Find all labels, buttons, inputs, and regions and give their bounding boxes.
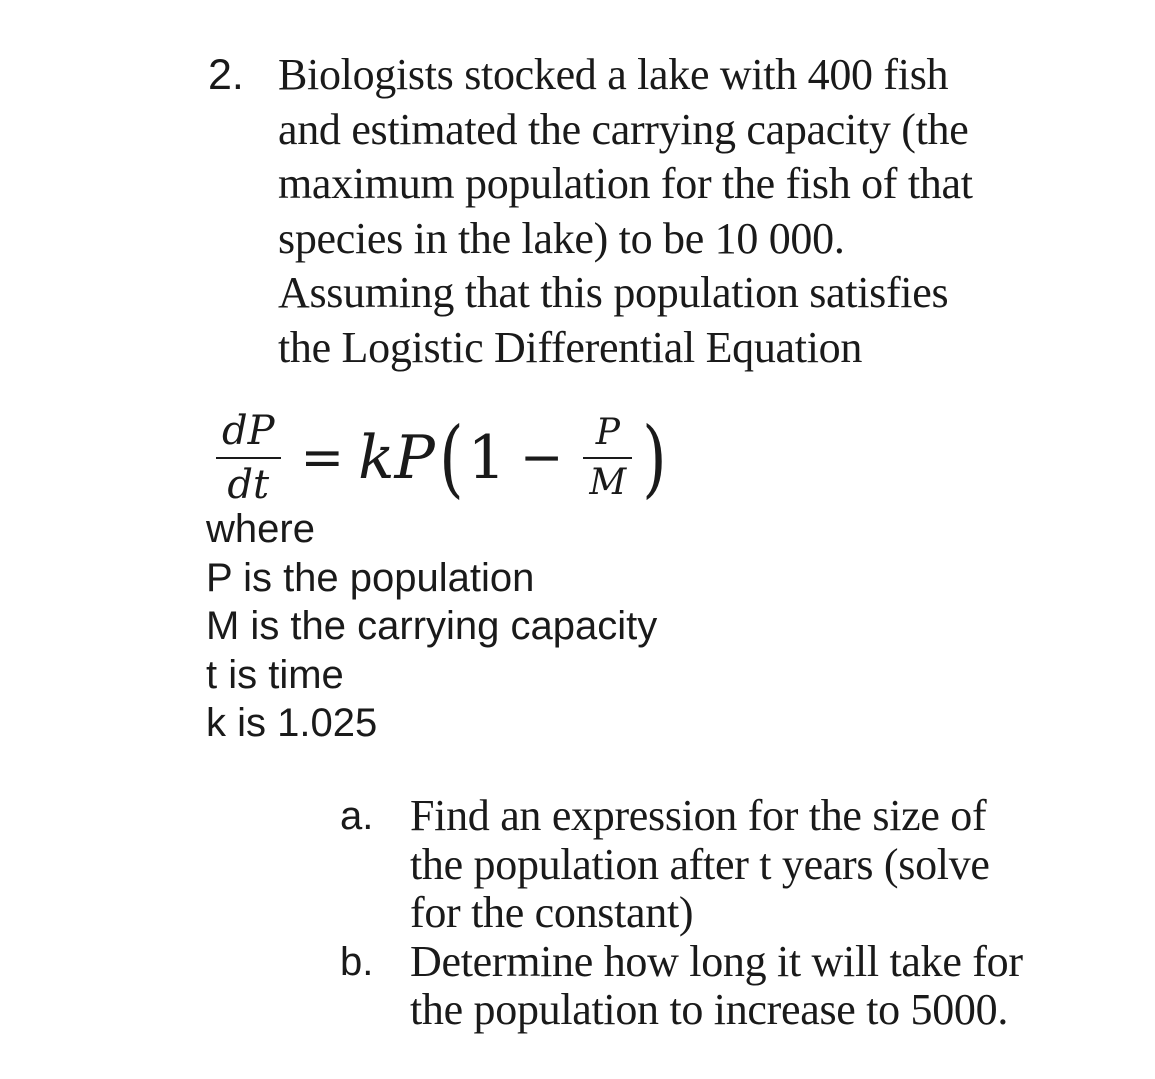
definition-line: M is the carrying capacity [206,604,658,648]
sub-question-label: b. [340,939,374,984]
logistic-equation [210,407,671,508]
definition-line: t is time [206,652,344,697]
problem-line: Biologists stocked a lake with 400 fish [278,50,949,99]
sub-question-line: Find an expression for the size of [410,791,987,840]
problem-line: maximum population for the fish of that [278,159,973,208]
sub-question-line: the population to increase to 5000. [410,985,1009,1034]
sub-question-b [340,938,1120,1035]
derivative-fraction [216,407,281,508]
sub-questions [340,792,1120,1035]
problem-line: and estimated the carrying capacity (the [278,104,969,154]
fraction-bar [583,457,632,459]
sub-question-text [410,938,1120,1035]
definition-line: where [206,507,315,551]
fraction-bar [216,457,281,459]
variable-p: P [394,422,435,493]
sub-question-text [410,792,1120,938]
ratio-fraction [583,411,632,503]
sub-question-label: a. [340,794,374,838]
fraction-denominator: M [589,461,627,503]
equals-sign: = [300,427,345,488]
problem-number: 2. [208,51,244,99]
problem-line: the Logistic Differential Equation [278,322,863,372]
fraction-numerator: P [595,411,620,453]
open-paren: ( [438,408,464,507]
sub-question-line: Determine how long it will take for [410,936,1023,986]
definition-line: k is 1.025 [206,701,378,745]
number-one: 1 [467,422,506,493]
fraction-denominator: dt [227,461,270,508]
definition-line: P is the population [206,555,535,600]
sub-question-a [340,792,1120,938]
fraction-numerator: dP [222,407,275,454]
minus-sign: − [519,427,564,488]
close-paren: ) [642,408,667,507]
constant-k: k [358,422,395,493]
variable-definitions [206,505,657,748]
problem-line: Assuming that this population satisfies [278,268,949,317]
problem-text [278,48,1108,375]
sub-question-line: for the constant) [410,888,694,937]
sub-question-line: the population after t years (solve [410,839,990,889]
problem-line: species in the lake) to be 10 000. [278,213,845,263]
